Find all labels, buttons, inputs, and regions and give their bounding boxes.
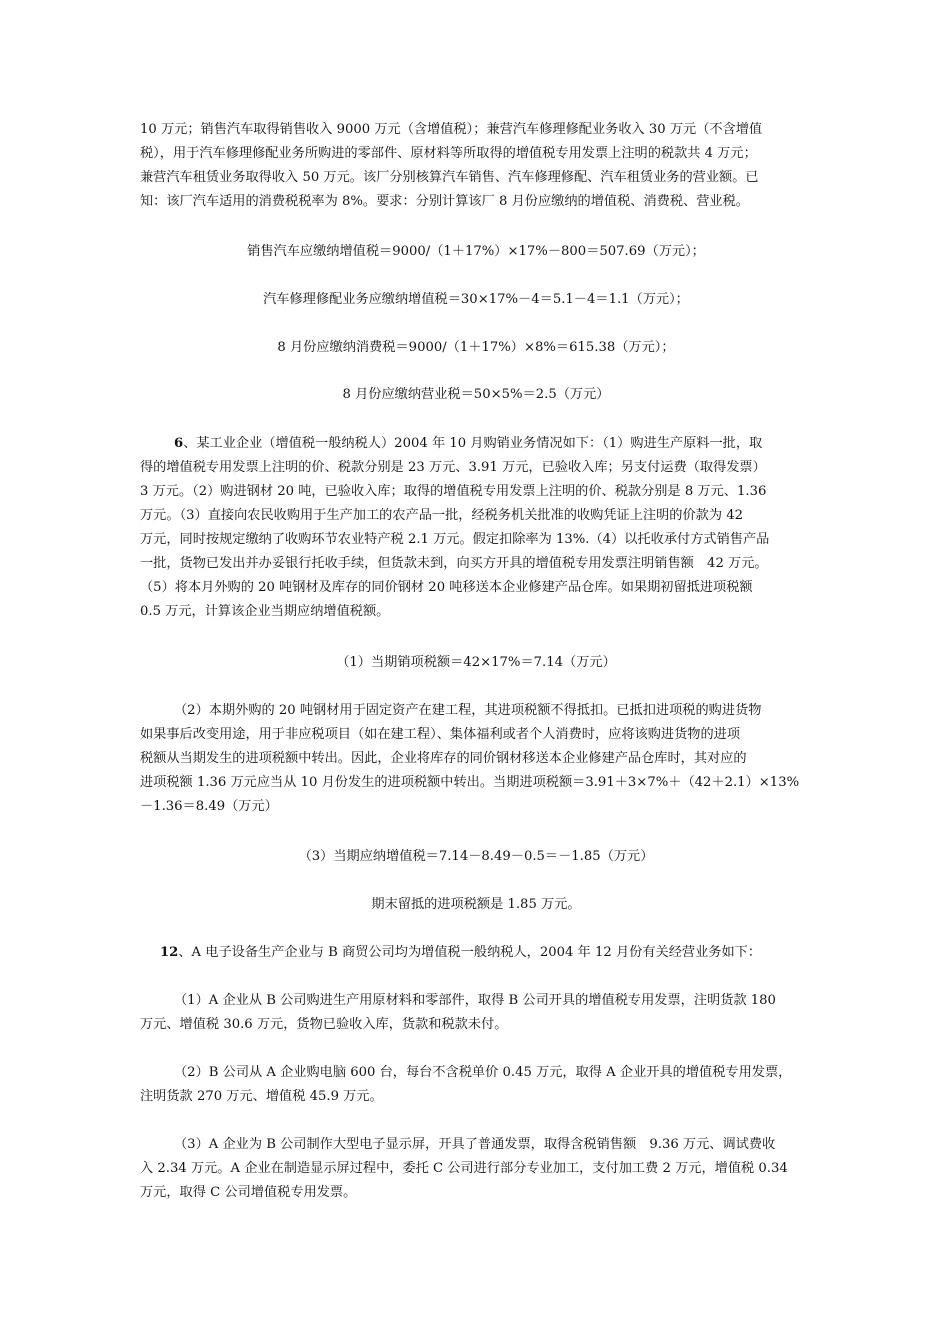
text-line: 0.5 万元，计算该企业当期应纳增值税额。	[140, 604, 390, 619]
text-line: 万元、增值税 30.6 万元，货物已验收入库，货款和税款未付。	[140, 1017, 508, 1032]
text-fragment: 、A 电子设备生产企业与 B 商贸公司均为增值税一般纳税人，2004 年 12 月份有关经营业务如下：	[178, 945, 762, 960]
q12-item-2	[140, 1061, 812, 1109]
text-line: 入 2.34 万元。A 企业在制造显示屏过程中，委托 C 公司进行部分专业加工，支付加工费 2 万元，增值税 0.34	[140, 1161, 788, 1176]
text-line: 兼营汽车租赁业务取得收入 50 万元。该厂分别核算汽车销售、汽车修理修配、汽车租赁业务的营业额。已	[140, 170, 759, 185]
text-line: 进项税额 1.36 万元应当从 10 月份发生的进项税额中转出。当期进项税额＝3.91＋3×7%＋（42＋2.1）×13%	[140, 775, 800, 790]
text-line: 10 万元；销售汽车取得销售收入 9000 万元（含增值税）；兼营汽车修理修配业务收入 30 万元（不含增值	[140, 122, 763, 137]
text-line: （1）A 企业从 B 公司购进生产用原材料和零部件，取得 B 公司开具的增值税专用发票，注明货款 180	[174, 993, 776, 1008]
q6-problem-text	[140, 432, 812, 624]
q5-answer-vat-repair: 汽车修理修配业务应缴纳增值税＝30×17%－4＝5.1－4＝1.1（万元）；	[263, 292, 689, 307]
text-line: （3）A 企业为 B 公司制作大型电子显示屏，开具了普通发票，取得含税销售额 9.36 万元、调试费收	[174, 1137, 776, 1152]
q5-answer-vat-sales: 销售汽车应缴纳增值税＝9000/（1＋17%）×17%－800＝507.69（万元）；	[247, 244, 705, 259]
text-line: 万元。（3）直接向农民收购用于生产加工的农产品一批，经税务机关批准的收购凭证上注明的价款为 42	[140, 508, 744, 523]
text-line: 一批，货物已发出并办妥银行托收手续，但货款未到，向买方开具的增值税专用发票注明销售额 42 万元。	[140, 556, 768, 571]
text-line: 注明货款 270 万元、增值税 45.9 万元。	[140, 1089, 383, 1104]
q5-answer-business-tax: 8 月份应缴纳营业税＝50×5%＝2.5（万元）	[342, 387, 610, 402]
q12-item-1	[140, 989, 812, 1037]
q5-answer-consumption-tax: 8 月份应缴纳消费税＝9000/（1＋17%）×8%＝615.38（万元）；	[277, 340, 675, 355]
text-line: 如果事后改变用途，用于非应税项目（如在建工程）、集体福利或者个人消费时，应将该购进货物的进项	[140, 727, 741, 742]
text-line: 税额从当期发生的进项税额中转出。因此，企业将库存的同价钢材移送本企业修建产品仓库时，其对应的	[140, 751, 747, 766]
q5-problem-text	[140, 118, 812, 214]
question-number: 6	[174, 436, 184, 451]
q6-answer-4: 期末留抵的进项税额是 1.85 万元。	[371, 897, 581, 912]
question-number: 12	[160, 945, 179, 960]
text-line: 税），用于汽车修理修配业务所购进的零部件、原材料等所取得的增值税专用发票上注明的税款共 4 万元；	[140, 146, 757, 161]
text-fragment: 、某工业企业（增值税一般纳税人）2004 年 10 月购销业务情况如下：（1）购进生产原料一批，取	[183, 436, 763, 451]
q12-intro	[140, 941, 812, 965]
text-line: （5）将本月外购的 20 吨钢材及库存的同价钢材 20 吨移送本企业修建产品仓库。如果期初留抵进项税额	[140, 580, 753, 595]
text-line: 万元，同时按规定缴纳了收购环节农业特产税 2.1 万元。假定扣除率为 13%.（4）以托收承付方式销售产品	[140, 532, 770, 547]
q6-answer-1: （1）当期销项税额＝42×17%＝7.14（万元）	[336, 655, 616, 670]
text-line: 知：该厂汽车适用的消费税税率为 8%。要求：分别计算该厂 8 月份应缴纳的增值税、消费税、营业税。	[140, 194, 749, 209]
text-line	[140, 432, 812, 456]
text-line: （2）本期外购的 20 吨钢材用于固定资产在建工程，其进项税额不得抵扣。已抵扣进项税的购进货物	[174, 703, 762, 718]
text-line: －1.36＝8.49（万元）	[140, 799, 278, 814]
text-line	[140, 941, 812, 965]
q12-item-3	[140, 1133, 812, 1205]
q6-answer-3: （3）当期应纳增值税＝7.14－8.49－0.5＝－1.85（万元）	[298, 849, 654, 864]
text-line: 3 万元。（2）购进钢材 20 吨，已验收入库；取得的增值税专用发票上注明的价、税款分别是 8 万元、1.36	[140, 484, 767, 499]
text-line: （2）B 公司从 A 企业购电脑 600 台，每台不含税单价 0.45 万元，取得 A 企业开具的增值税专用发票，	[174, 1065, 792, 1080]
text-line: 得的增值税专用发票上注明的价、税款分别是 23 万元、3.91 万元，已验收入库；另支付运费（取得发票）	[140, 460, 766, 475]
q6-answer-2	[140, 699, 812, 819]
text-line: 万元，取得 C 公司增值税专用发票。	[140, 1185, 357, 1200]
